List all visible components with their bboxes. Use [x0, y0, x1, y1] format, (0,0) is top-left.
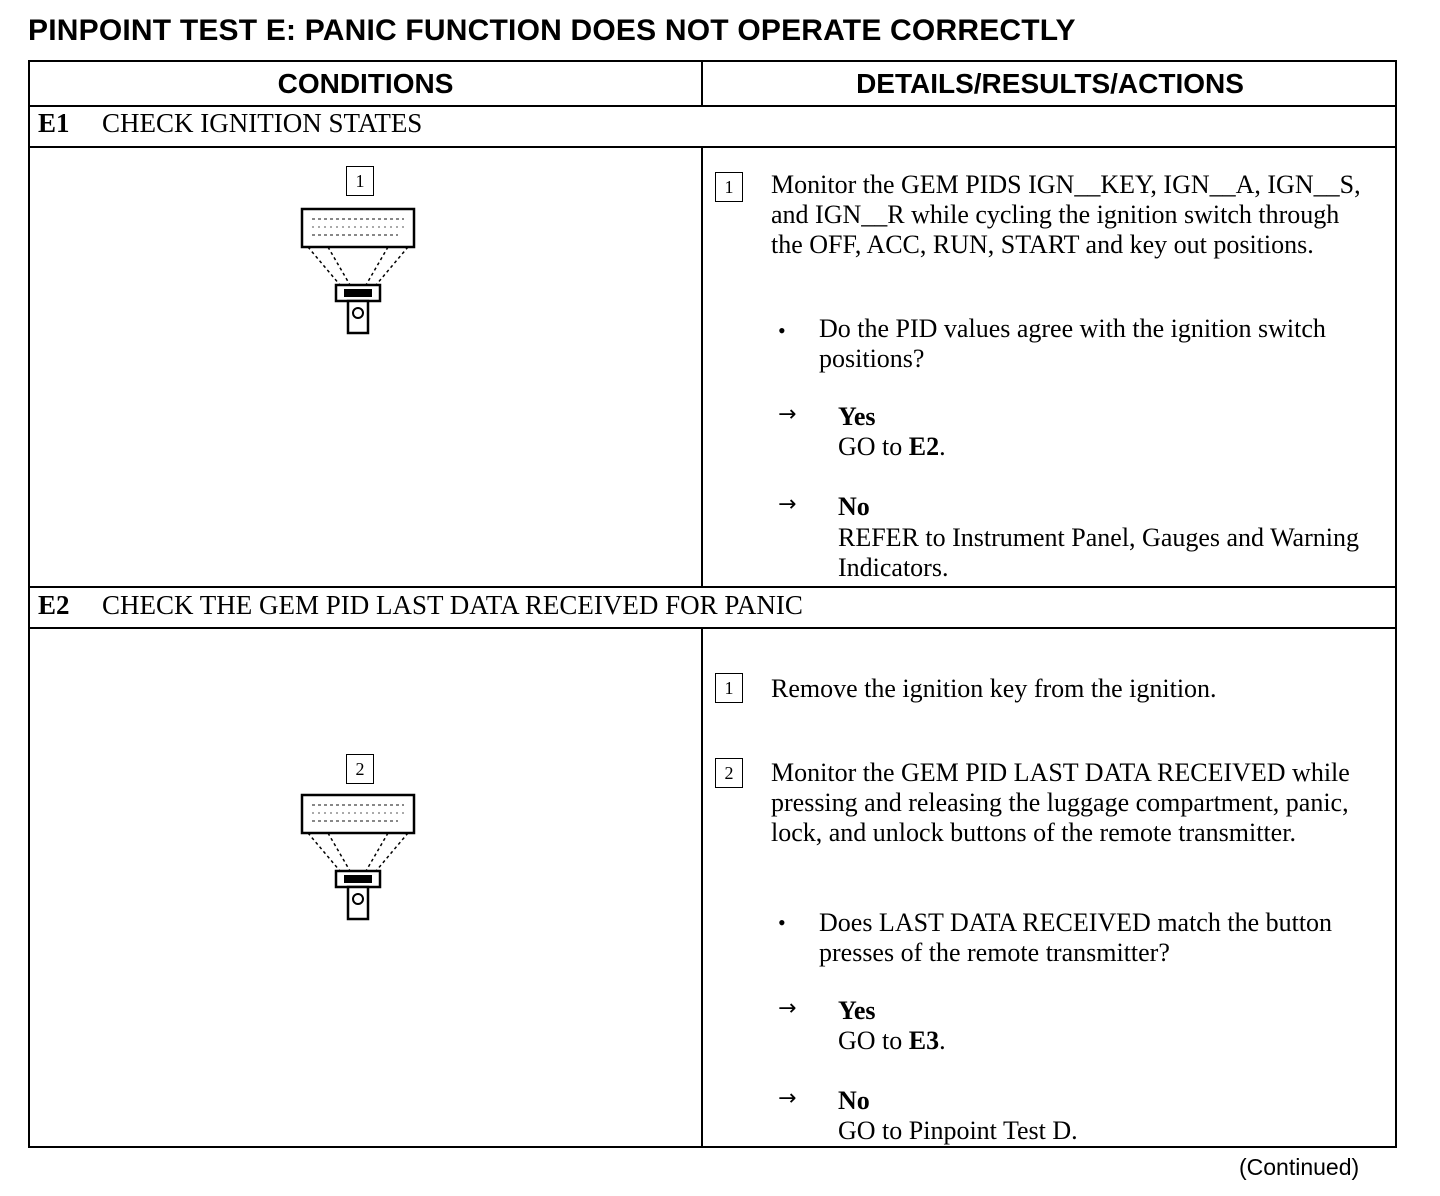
step-e1-title: CHECK IGNITION STATES	[102, 108, 423, 138]
e2-condition-step-box: 2	[346, 754, 374, 784]
e2-detail-step-2-box: 2	[715, 758, 743, 788]
e2-no-arrow-icon: →	[778, 1086, 797, 1111]
e1-yes-label: Yes	[838, 402, 876, 431]
e1-yes-action-prefix: GO to	[838, 432, 909, 461]
e1-detail-step-1-box: 1	[715, 172, 743, 202]
details-header: DETAILS/RESULTS/ACTIONS	[856, 68, 1244, 99]
e1-yes-action	[838, 432, 946, 462]
e1-question: Do the PID values agree with the ignition switch positions?	[819, 314, 1326, 373]
e2-divider	[701, 627, 703, 1148]
e1-yes-arrow-icon: →	[778, 402, 797, 427]
e2-detail-step-2-text: Monitor the GEM PID LAST DATA RECEIVED while pressing and releasing the luggage compartment, panic, lock, and unlock buttons of the remote transmitter.	[771, 758, 1350, 847]
e1-heading-rule	[30, 146, 1395, 148]
e1-question-bullet: •	[778, 318, 786, 343]
conditions-header: CONDITIONS	[277, 68, 454, 99]
e2-detail-step-1-text: Remove the ignition key from the ignition.	[771, 674, 1217, 703]
e2-question-bullet: •	[778, 910, 786, 935]
e1-no-arrow-icon: →	[778, 492, 797, 517]
e2-detail-step-1-box: 1	[715, 673, 743, 703]
pinpoint-table	[28, 60, 1397, 1148]
e2-yes-arrow-icon: →	[778, 996, 797, 1021]
page-title: PINPOINT TEST E: PANIC FUNCTION DOES NOT OPERATE CORRECTLY	[28, 14, 1076, 47]
e2-no-action: GO to Pinpoint Test D.	[838, 1116, 1078, 1145]
e2-no-label: No	[838, 1086, 870, 1115]
e2-yes-action-suffix: .	[939, 1026, 946, 1055]
scan-tool-icon	[298, 793, 418, 923]
e1-detail-step-1-text: Monitor the GEM PIDS IGN__KEY, IGN__A, IGN__S, and IGN__R while cycling the ignition switch through the OFF, ACC, RUN, START and key out positions.	[771, 170, 1361, 259]
step-e1-id: E1	[38, 108, 70, 138]
step-e1-heading	[38, 108, 422, 139]
e2-question: Does LAST DATA RECEIVED match the button presses of the remote transmitter?	[819, 908, 1333, 967]
step-e2-heading	[38, 590, 803, 621]
e2-heading-rule	[30, 627, 1395, 629]
scan-tool-icon	[298, 207, 418, 337]
e2-top-rule	[30, 586, 1395, 588]
e2-yes-target: E3	[908, 1026, 940, 1055]
e2-yes-action-prefix: GO to	[838, 1026, 909, 1055]
e1-divider	[701, 146, 703, 588]
e1-yes-target: E2	[908, 432, 940, 461]
step-e2-id: E2	[38, 590, 70, 620]
e1-no-action: REFER to Instrument Panel, Gauges and Warning Indicators.	[838, 523, 1359, 582]
continued-note: (Continued)	[1239, 1154, 1360, 1180]
e1-condition-step-box: 1	[346, 166, 374, 196]
step-e2-title: CHECK THE GEM PID LAST DATA RECEIVED FOR PANIC	[102, 590, 803, 620]
e1-no-label: No	[838, 492, 870, 521]
e1-yes-action-suffix: .	[939, 432, 946, 461]
e2-yes-label: Yes	[838, 996, 876, 1025]
e2-yes-action	[838, 1026, 946, 1056]
